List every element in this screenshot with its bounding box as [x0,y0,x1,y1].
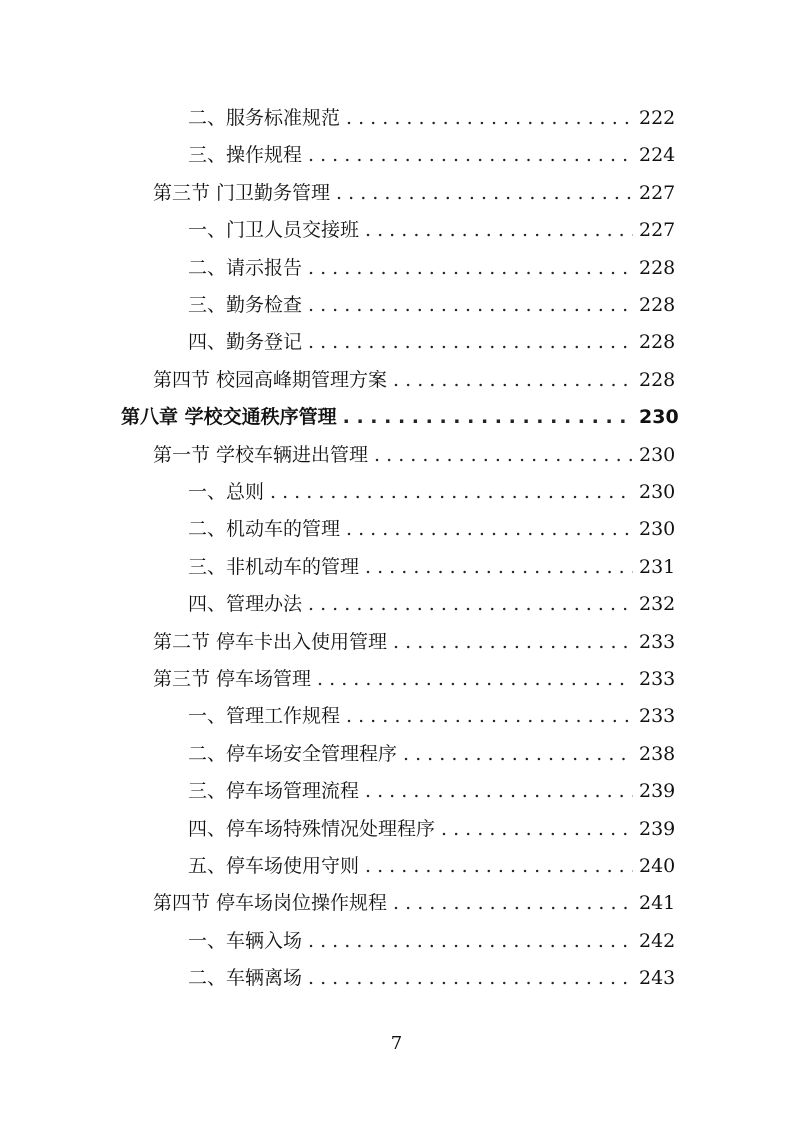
toc-entry-page: 227 [639,219,676,242]
dot-leader [403,743,633,765]
toc-entry-title: 二、服务标准规范 [188,107,341,129]
toc-entry-title: 四、管理办法 [188,593,303,616]
toc-entry-title: 三、停车场管理流程 [188,780,360,803]
toc-subsection-entry [188,136,676,167]
toc-chapter-entry [121,398,679,429]
toc-entry-page: 241 [639,892,676,915]
toc-entry-page: 233 [639,705,676,728]
dot-leader [308,593,633,615]
dot-leader [308,294,633,316]
toc-entry-page: 227 [639,181,676,204]
dot-leader [308,144,633,166]
toc-entry-page: 231 [639,555,676,578]
toc-section-entry [153,660,676,690]
toc-subsection-entry [188,211,676,242]
toc-subsection-entry [188,323,676,354]
dot-leader [365,780,633,802]
toc-entry-page: 243 [639,967,676,990]
toc-entry-page: 239 [639,817,676,840]
toc-subsection-entry [188,810,676,840]
dot-leader [336,182,633,204]
toc-entry-title: 一、车辆入场 [188,929,303,952]
dot-leader [270,481,633,503]
toc-section-entry [153,174,676,204]
dot-leader [374,444,633,466]
toc-entry-title: 第三节 门卫勤务管理 [153,181,331,204]
toc-subsection-entry [188,473,676,503]
toc-section-entry [153,884,676,915]
toc-entry-title: 二、机动车的管理 [188,518,341,541]
toc-entry-page: 240 [639,855,676,877]
toc-entry-page: 239 [639,780,676,803]
toc-section-entry [153,361,676,391]
toc-entry-title: 二、车辆离场 [188,967,303,990]
dot-leader [346,107,633,129]
dot-leader [346,518,633,540]
dot-leader [343,406,633,428]
toc-subsection-entry [188,772,676,803]
dot-leader [365,855,633,877]
toc-entry-page: 224 [639,144,676,167]
toc-entry-title: 第二节 停车卡出入使用管理 [153,630,388,653]
toc-section-entry [153,623,676,653]
dot-leader [308,967,633,989]
toc-subsection-entry [188,922,676,952]
toc-entry-title: 第四节 停车场岗位操作规程 [153,892,388,915]
toc-entry-title: 五、停车场使用守则 [188,855,360,877]
toc-entry-title: 第八章 学校交通秩序管理 [121,406,337,429]
dot-leader [393,369,633,391]
toc-entry-title: 三、非机动车的管理 [188,555,360,578]
dot-leader [441,818,633,840]
toc-entry-title: 二、停车场安全管理程序 [188,742,398,765]
toc-entry-title: 三、操作规程 [188,144,303,167]
dot-leader [308,257,633,279]
toc-entry-title: 四、停车场特殊情况处理程序 [188,817,436,840]
toc-subsection-entry [188,847,676,877]
toc-entry-page: 228 [639,294,676,316]
dot-leader [393,892,633,914]
toc-entry-title: 第一节 学校车辆进出管理 [153,443,369,466]
toc-entry-title: 第三节 停车场管理 [153,668,312,690]
dot-leader [346,705,633,727]
toc-entry-page: 230 [639,481,676,503]
toc-entry-title: 一、门卫人员交接班 [188,219,360,242]
dot-leader [317,668,633,690]
toc-entry-page: 242 [639,929,676,952]
dot-leader [308,331,633,353]
toc-subsection-entry [188,510,676,541]
toc-entry-title: 四、勤务登记 [188,331,303,354]
dot-leader [365,219,633,241]
toc-subsection-entry [188,548,676,578]
toc-entry-page: 233 [639,668,676,690]
toc-entry-page: 233 [639,630,676,653]
toc-entry-title: 一、总则 [188,481,265,503]
toc-entry-page: 230 [639,443,676,466]
toc-entry-page: 228 [639,256,676,279]
toc-entry-title: 二、请示报告 [188,256,303,279]
toc-subsection-entry [188,735,676,765]
toc-entry-title: 三、勤务检查 [188,294,303,316]
toc-subsection-entry [188,286,676,316]
toc-entry-page: 230 [639,406,679,429]
dot-leader [308,930,633,952]
toc-entry-page: 230 [639,518,676,541]
dot-leader [365,556,633,578]
toc-entry-page: 222 [639,107,676,129]
toc-subsection-entry [188,585,676,616]
toc-subsection-entry [188,99,676,129]
page-number: 7 [390,1033,403,1054]
toc-section-entry [153,436,676,466]
toc-entry-page: 228 [639,331,676,354]
toc-entry-title: 一、管理工作规程 [188,705,341,728]
toc-subsection-entry [188,959,676,990]
toc-entry-page: 232 [639,593,676,616]
toc-subsection-entry [188,249,676,279]
toc-entry-title: 第四节 校园高峰期管理方案 [153,368,388,391]
toc-entry-page: 238 [639,742,676,765]
toc-entry-page: 228 [639,368,676,391]
toc-subsection-entry [188,697,676,728]
dot-leader [393,631,633,653]
